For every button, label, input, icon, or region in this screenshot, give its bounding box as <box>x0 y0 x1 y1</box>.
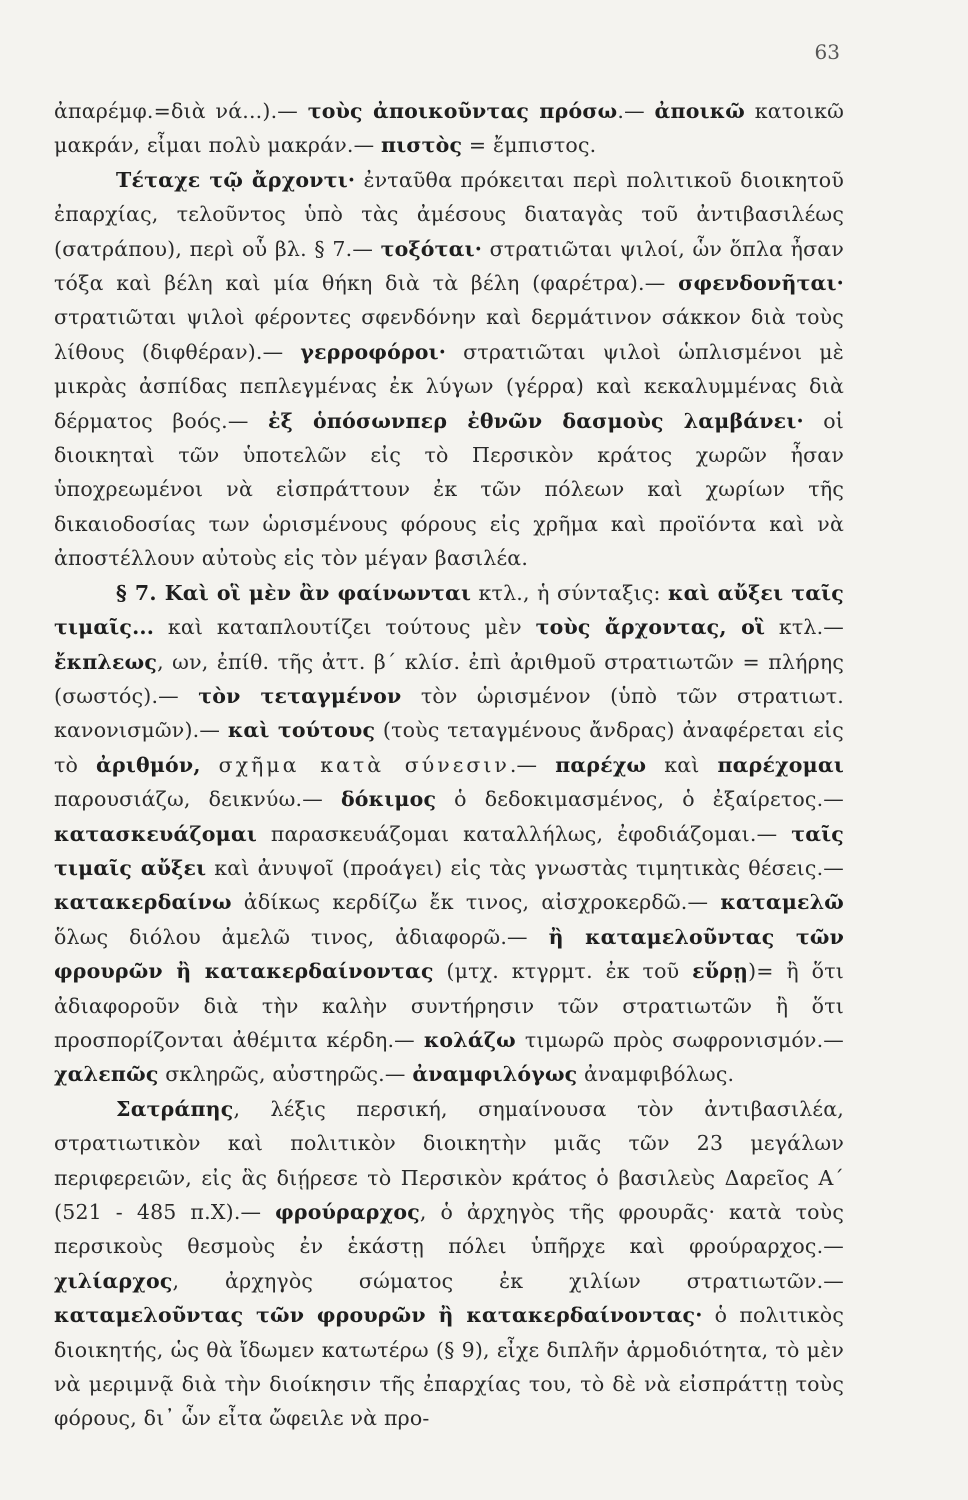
gloss-text: σκληρῶς, αὐστηρῶς.— <box>158 1062 413 1087</box>
lemma-term: κατακερδαίνω <box>54 890 232 915</box>
lemma-term: ἐξ ὁπόσωνπερ ἐθνῶν δασμοὺς λαμβάνει· <box>268 408 804 433</box>
gloss-text: ἀναμφιβόλως. <box>577 1062 735 1087</box>
gloss-text: )= ἢ ὅτι ἀδιαφοροῦν διὰ τὴν καλὴν συντήρησιν τῶν στρατιωτῶν ἢ ὅτι προσπορίζονται ἀθέμιτα κέρδη.— <box>54 959 844 1052</box>
lemma-term: Τέταχε τῷ ἄρχοντι· <box>116 167 356 192</box>
lemma-term: κολάζω <box>423 1027 516 1052</box>
lemma-term: χαλεπῶς <box>54 1062 159 1087</box>
lemma-term: τὸν τεταγμένον <box>198 683 402 708</box>
lemma-term: καὶ αὔξει ταῖς τιμαῖς... <box>54 580 844 640</box>
gloss-text: ὁ δεδοκιμασμένος, ὁ ἐξαίρετος.— <box>436 787 844 812</box>
gloss-text: καὶ καταπλουτίζει τούτους μὲν <box>154 615 536 640</box>
gloss-text: = ἔμπιστος. <box>462 133 597 158</box>
gloss-text: .— <box>617 99 655 123</box>
gloss-text: ὅλως διόλου ἀμελῶ τινος, ἀδιαφορῶ.— <box>54 924 549 949</box>
gloss-text: ἀπαρέμφ.=διὰ νά...).— <box>54 99 308 123</box>
lemma-term: ἔκπλεως <box>54 649 158 674</box>
gloss-text: τὸν ὡρισμένον (ὑπὸ τῶν στρατιωτ. κανονισμῶν).— <box>54 683 844 743</box>
lemma-term: καταμελοῦντας τῶν φρουρῶν ἢ κατακερδαίνοντας· <box>54 1303 703 1328</box>
lemma-term: εὕρῃ <box>692 959 749 984</box>
lemma-term: χιλίαρχος <box>54 1268 173 1293</box>
spaced-term: σχῆμα κατὰ σύνεσιν <box>218 752 510 777</box>
gloss-text: κτλ.— <box>765 615 844 640</box>
lemma-term: ταῖς τιμαῖς αὔξει <box>54 821 844 880</box>
lemma-term: κατασκευάζομαι <box>54 821 257 846</box>
gloss-text: οἱ διοικηταὶ τῶν ὑποτελῶν εἰς τὸ Περσικὸν κράτος χωρῶν ἦσαν ὑποχρεωμένοι νὰ εἰσπράττουν ἐκ τῶν πόλεων καὶ χωρίων τῆς δικαιοδοσίας των ὡρισμένους φόρους εἰς χρῆμα καὶ προϊόντα καὶ νὰ ἀποστέλλουν αὐτοὺς εἰς τὸν μέγαν βασιλέα. <box>54 408 845 571</box>
gloss-text: , ων, ἐπίθ. τῆς ἀττ. β΄ κλίσ. ἐπὶ ἀριθμοῦ στρατιωτῶν = πλήρης (σωστός).— <box>54 649 844 708</box>
gloss-text: , ἀρχηγὸς σώματος ἐκ χιλίων στρατιωτῶν.— <box>172 1268 844 1293</box>
gloss-text: , λέξις περσική, σημαίνουσα τὸν ἀντιβασιλέα, στρατιωτικὸν καὶ πολιτικὸν διοικητὴν μιᾶς τῶν 23 μεγάλων περιφερειῶν, εἰς ἃς διῄρεσε τὸ Περσικὸν κράτος ὁ βασιλεὺς Δαρεῖος Α΄ (521 - 485 π.Χ).— <box>54 1096 844 1224</box>
gloss-text: , ὁ ἀρχηγὸς τῆς φρουρᾶς· κατὰ τοὺς περσικοὺς θεσμοὺς ἐν ἑκάστῃ πόλει ὑπῆρχε καὶ φρούραρχος.— <box>54 1200 844 1259</box>
gloss-text: παρασκευάζομαι καταλλήλως, ἐφοδιάζομαι.— <box>256 821 792 846</box>
gloss-text <box>201 753 219 777</box>
lemma-term: Σατράπης <box>116 1096 234 1121</box>
paragraph <box>54 576 844 1092</box>
lemma-term: τοξόται· <box>380 236 483 261</box>
paragraph <box>54 1092 844 1436</box>
lemma-term: καὶ τούτους <box>227 718 376 743</box>
commentary-text <box>54 94 844 1436</box>
lemma-term: τοὺς ἄρχοντας, οἳ <box>535 615 766 640</box>
paragraph <box>54 94 844 163</box>
page-number: 63 <box>814 40 840 64</box>
gloss-text: (τοὺς τεταγμένους ἄνδρας) ἀναφέρεται εἰς τὸ <box>54 718 844 777</box>
lemma-term: γερροφόροι· <box>300 339 447 364</box>
gloss-text: καὶ <box>646 752 718 777</box>
gloss-text: .— <box>509 752 556 777</box>
gloss-text: ὁ πολιτικὸς διοικητής, ὡς θὰ ἴδωμεν κατωτέρω (§ 9), εἶχε διπλῆν ἁρμοδιότητα, τὸ μὲν νὰ μεριμνᾷ διὰ τὴν διοίκησιν τῆς ἐπαρχίας του, τὸ δὲ νὰ εἰσπράττῃ τοὺς φόρους, δι᾽ ὧν εἶτα ὤφειλε νὰ προ- <box>54 1303 844 1431</box>
paragraph <box>54 163 844 576</box>
gloss-text: στρατιῶται ψιλοὶ φέροντες σφενδόνην καὶ δερμάτινον σάκκον διὰ τοὺς λίθους (διφθέραν).— <box>54 305 844 364</box>
lemma-term: § 7. Καὶ οἳ μὲν ἂν φαίνωνται <box>116 580 472 605</box>
gloss-text: τιμωρῶ πρὸς σωφρονισμόν.— <box>515 1027 844 1052</box>
lemma-term: παρέχω <box>555 752 647 777</box>
gloss-text: στρατιῶται ψιλοὶ ὡπλισμένοι μὲ μικρὰς ἀσπίδας πεπλεγμένας ἐκ λύγων (γέρρα) καὶ κεκαλυμμένας διὰ δέρματος βοός.— <box>54 339 844 433</box>
lemma-term: φρούραρχος <box>275 1200 420 1224</box>
gloss-text: (μτχ. κτγρμτ. ἐκ τοῦ <box>433 959 693 984</box>
gloss-text: στρατιῶται ψιλοί, ὧν ὅπλα ἦσαν τόξα καὶ βέλη καὶ μία θήκη διὰ τὰ βέλη (φαρέτρα).— <box>54 236 844 296</box>
gloss-text: ἀδίκως κερδίζω ἔκ τινος, αἰσχροκερδῶ.— <box>231 890 721 915</box>
gloss-text: κτλ., ἡ σύνταξις: <box>471 580 668 605</box>
lemma-term: ἢ καταμελοῦντας τῶν φρουρῶν ἢ κατακερδαίνοντας <box>54 924 844 984</box>
gloss-text: ἐνταῦθα πρόκειται περὶ πολιτικοῦ διοικητοῦ ἐπαρχίας, τελοῦντος ὑπὸ τὰς ἀμέσους διαταγὰς τοῦ ἀντιβασιλέως (σατράπου), περὶ οὗ βλ. § 7.— <box>54 167 845 261</box>
lemma-term: πιστὸς <box>381 133 463 158</box>
gloss-text: παρουσιάζω, δεικνύω.— <box>54 787 341 812</box>
lemma-term: ἀριθμόν, <box>96 752 201 777</box>
lemma-term: καταμελῶ <box>720 890 844 915</box>
gloss-text: καὶ ἀνυψοῖ (προάγει) εἰς τὰς γνωστὰς τιμητικὰς θέσεις.— <box>206 855 844 880</box>
lemma-term: ἀποικῶ <box>654 99 745 123</box>
lemma-term: δόκιμος <box>340 787 437 812</box>
gloss-text: κατοικῶ μακράν, εἶμαι πολὺ μακράν.— <box>54 99 844 158</box>
lemma-term: τοὺς ἀποικοῦντας πρόσω <box>307 99 618 123</box>
lemma-term: σφενδονῆται· <box>678 271 844 296</box>
lemma-term: ἀναμφιλόγως <box>412 1062 578 1087</box>
lemma-term: παρέχομαι <box>717 752 844 777</box>
